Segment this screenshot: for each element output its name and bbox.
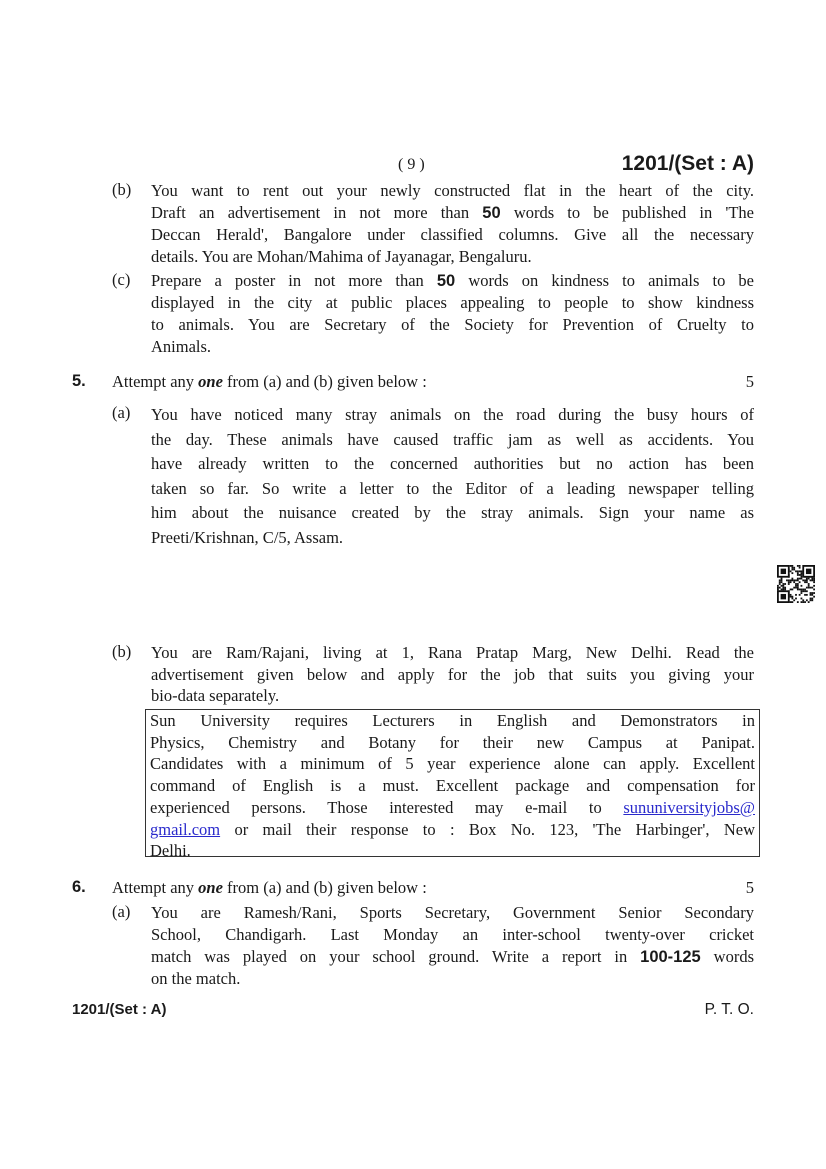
- page-number: ( 9 ): [398, 156, 425, 173]
- advertisement-text: [150, 710, 755, 862]
- q6a-text: [151, 902, 754, 990]
- instruction-emphasis: one: [198, 878, 223, 897]
- text-segment: Animals.: [151, 337, 212, 356]
- text-segment: have already written to the concerned authorities but no action has been: [151, 454, 754, 474]
- text-line: [151, 968, 754, 990]
- text-segment: Delhi.: [150, 841, 191, 861]
- text-segment: to animals. You are Secretary of the Society for Prevention of Cruelty to: [151, 315, 754, 334]
- text-line: [151, 180, 754, 202]
- text-line: [151, 314, 754, 336]
- text-segment: words: [700, 946, 754, 966]
- instruction-text: Attempt any: [112, 372, 199, 391]
- text-segment: School, Chandigarh. Last Monday an inter-school twenty-over cricket: [151, 924, 754, 944]
- text-line: [150, 819, 755, 841]
- q6-number: 6.: [72, 878, 86, 896]
- text-line: [150, 775, 755, 797]
- text-segment: displayed in the city at public places appealing to people to show kindness: [151, 293, 754, 312]
- q6-marks: 5: [745, 878, 754, 897]
- text-line: [151, 946, 754, 969]
- q5b-label: (b): [112, 642, 132, 661]
- q4c-text: [151, 270, 754, 358]
- text-segment: taken so far. So write a letter to the Editor of a leading newspaper telling: [151, 478, 754, 498]
- text-line: [151, 501, 754, 526]
- email-link[interactable]: gmail.com: [150, 819, 221, 839]
- text-segment: Sun University requires Lecturers in English and Demonstrators in: [150, 711, 755, 730]
- text-segment: You are Ram/Rajani, living at 1, Rana Pratap Marg, New Delhi. Read the: [151, 643, 754, 662]
- qr-code-icon: [776, 565, 816, 603]
- text-segment: bio-data separately.: [151, 686, 280, 706]
- text-line: [151, 403, 754, 428]
- text-line: [151, 292, 754, 314]
- page-turn-over: P. T. O.: [704, 1001, 754, 1018]
- bold-number: 50: [482, 204, 501, 222]
- q4b-text: [151, 180, 754, 268]
- advertisement-box: [145, 709, 760, 861]
- email-link[interactable]: sununiversityjobs@: [623, 797, 755, 817]
- text-segment: Prepare a poster in not more than: [151, 271, 437, 290]
- paper-code: 1201/(Set : A): [621, 152, 754, 175]
- text-line: [151, 526, 754, 551]
- text-segment: him about the nuisance created by the stray animals. Sign your name as: [151, 503, 754, 523]
- text-segment: You have noticed many stray animals on the road during the busy hours of: [151, 405, 754, 424]
- text-segment: Deccan Herald', Bangalore under classified columns. Give all the necessary: [151, 225, 754, 244]
- instruction-text: from (a) and (b) given below :: [222, 878, 427, 897]
- q6-instruction: [112, 878, 427, 898]
- q6a-label: (a): [112, 902, 131, 921]
- text-segment: command of English is a must. Excellent package and compensation for: [150, 776, 755, 796]
- text-segment: Draft an advertisement in not more than: [151, 203, 483, 222]
- text-segment: match was played on your school ground. Write a report in: [151, 946, 641, 966]
- instruction-emphasis: one: [198, 372, 223, 391]
- text-line: [151, 336, 754, 358]
- text-line: [151, 685, 754, 707]
- text-line: [151, 924, 754, 946]
- text-segment: You are Ramesh/Rani, Sports Secretary, Government Senior Secondary: [151, 903, 754, 922]
- text-segment: Candidates with a minimum of 5 year experience alone can apply. Excellent: [150, 754, 755, 774]
- text-line: [150, 840, 755, 862]
- instruction-text: from (a) and (b) given below :: [222, 372, 427, 391]
- q5a-text: [151, 403, 754, 551]
- q5-marks: 5: [745, 372, 754, 391]
- q5-number: 5.: [72, 372, 86, 390]
- text-segment: details. You are Mohan/Mahima of Jayanagar, Bengaluru.: [151, 247, 532, 266]
- text-line: [151, 477, 754, 502]
- text-line: [151, 270, 754, 292]
- instruction-text: Attempt any: [112, 878, 199, 897]
- text-line: [151, 452, 754, 477]
- text-segment: on the match.: [151, 969, 241, 989]
- text-line: [151, 428, 754, 453]
- q4b-label: (b): [112, 180, 132, 199]
- text-segment: You want to rent out your newly constructed flat in the heart of the city.: [151, 181, 754, 200]
- footer-code: 1201/(Set : A): [72, 1001, 167, 1018]
- text-line: [151, 224, 754, 246]
- text-line: [151, 246, 754, 268]
- text-segment: Physics, Chemistry and Botany for their new Campus at Panipat.: [150, 732, 755, 752]
- text-segment: advertisement given below and apply for the job that suits you giving your: [151, 664, 754, 684]
- q5a-label: (a): [112, 403, 131, 422]
- q4c-label: (c): [112, 270, 131, 289]
- text-segment: the day. These animals have caused traffic jam as well as accidents. You: [151, 429, 754, 449]
- text-segment: words to be published in 'The: [500, 203, 754, 222]
- bold-number: 50: [436, 272, 456, 290]
- text-line: [151, 664, 754, 686]
- text-segment: Preeti/Krishnan, C/5, Assam.: [151, 527, 344, 547]
- text-line: [151, 642, 754, 664]
- text-line: [150, 732, 755, 754]
- text-segment: or mail their response to : Box No. 123, 'The Harbinger', New: [220, 819, 755, 839]
- text-line: [151, 902, 754, 924]
- q5b-text: [151, 642, 754, 707]
- text-line: [151, 202, 754, 224]
- text-line: [150, 797, 755, 819]
- text-segment: words on kindness to animals to be: [455, 271, 754, 290]
- q5-instruction: [112, 372, 427, 392]
- text-segment: experienced persons. Those interested may e-mail to: [150, 797, 624, 817]
- text-line: [150, 710, 755, 732]
- text-line: [150, 753, 755, 775]
- bold-number: 100-125: [640, 947, 701, 966]
